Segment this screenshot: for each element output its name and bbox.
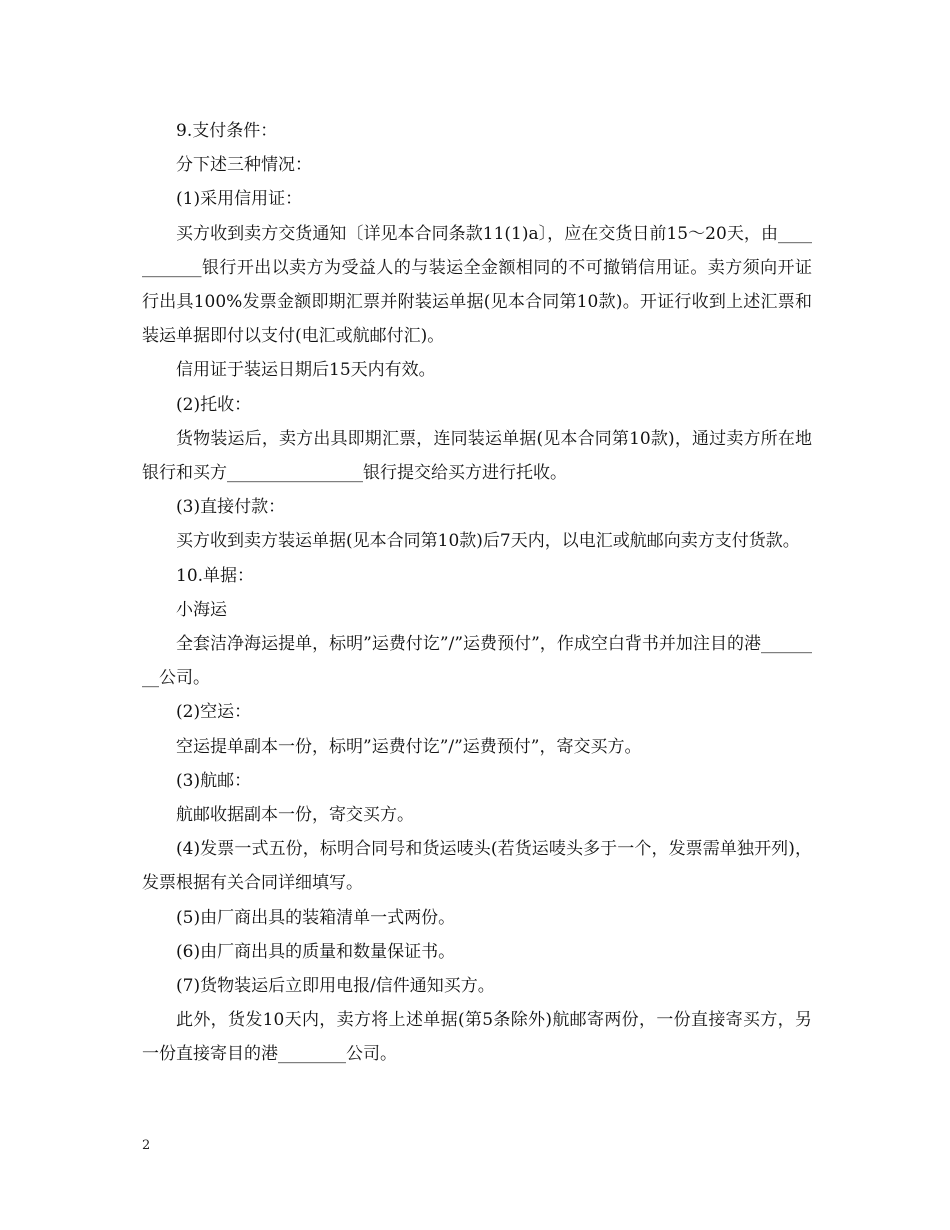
page-number: 2: [142, 1138, 151, 1153]
subheading-air-shipping: (2)空运：: [176, 702, 252, 723]
paragraph: 航邮收据副本一份，寄交买方。: [176, 805, 414, 826]
paragraph: 此外，货发10天内，卖方将上述单据(第5条除外)航邮寄两份，一份直接寄买方，另一份直接寄目的港________公司。: [142, 1010, 812, 1065]
subheading-air-mail: (3)航邮：: [176, 770, 252, 791]
heading-documents: 10.单据：: [176, 565, 255, 586]
subheading-direct-payment: (3)直接付款：: [176, 497, 286, 518]
paragraph: 买方收到卖方交货通知〔详见本合同条款11(1)a〕，应在交货日前15～20天，由___________银行开出以卖方为受益人的与装运全金额相同的不可撤销信用证。卖方须向开证行出具100%发票金额即期汇票并附装运单据(见本合同第10款)。开证行收到上述汇票和装运单据即付以支付(电汇或航邮付汇)。: [142, 223, 812, 347]
subheading-letter-of-credit: (1)采用信用证：: [176, 189, 303, 210]
heading-payment-terms: 9.支付条件：: [176, 121, 278, 141]
subheading-collection: (2)托收：: [176, 394, 252, 415]
paragraph: 货物装运后，卖方出具即期汇票，连同装运单据(见本合同第10款)，通过卖方所在地银行和买方________________银行提交给买方进行托收。: [142, 428, 812, 484]
subheading-ocean-shipping: 小海运: [176, 599, 227, 620]
paragraph: 空运提单副本一份，标明”运费付讫”/”运费预付”，寄交买方。: [176, 736, 642, 757]
paragraph: 买方收到卖方装运单据(见本合同第10款)后7天内，以电汇或航邮向卖方支付货款。: [176, 531, 800, 552]
paragraph: 全套洁净海运提单，标明”运费付讫”/”运费预付”，作成空白背书并加注目的港________公司。: [142, 634, 812, 689]
document-body: [142, 114, 812, 1072]
paragraph: (7)货物装运后立即用电报/信件通知买方。: [176, 976, 495, 997]
paragraph: 信用证于装运日期后15天内有效。: [176, 360, 436, 381]
paragraph: 分下述三种情况：: [176, 155, 312, 176]
paragraph: (5)由厂商出具的装箱清单一式两份。: [176, 907, 456, 928]
paragraph: (6)由厂商出具的质量和数量保证书。: [176, 941, 456, 962]
paragraph: (4)发票一式五份，标明合同号和货运唛头(若货运唛头多于一个，发票需单独开列)，发票根据有关合同详细填写。: [142, 839, 812, 894]
